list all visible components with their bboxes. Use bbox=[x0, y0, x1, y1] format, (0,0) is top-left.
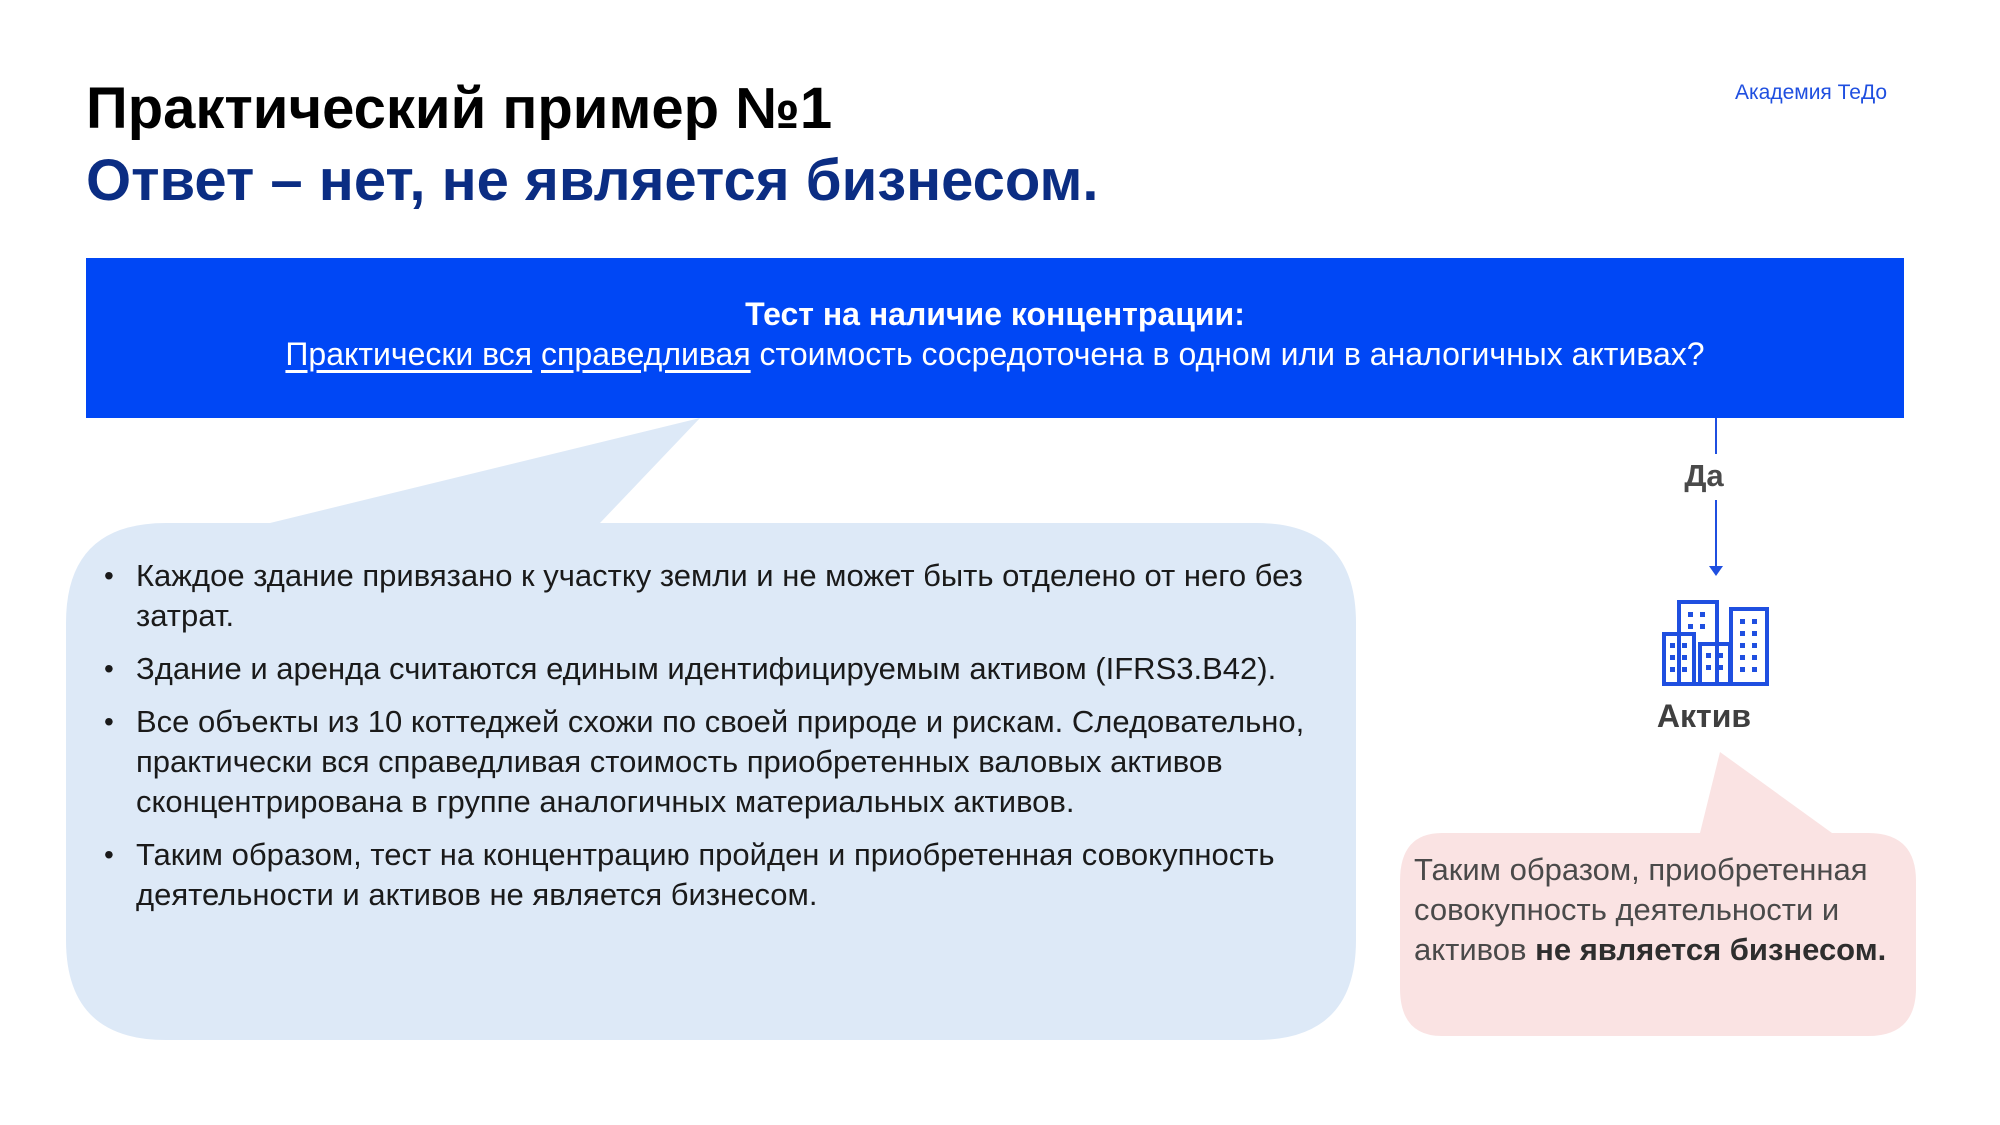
concentration-test-banner bbox=[86, 258, 1904, 418]
list-item: • Каждое здание привязано к участку земли и не может быть отделено от него без затрат. bbox=[96, 556, 1326, 636]
banner-question bbox=[86, 338, 1904, 370]
buildings-icon bbox=[1664, 602, 1767, 684]
conclusion-text bbox=[1414, 850, 1894, 970]
arrow-head bbox=[1709, 566, 1723, 576]
list-item: • Все объекты из 10 коттеджей схожи по своей природе и рискам. Следовательно, практически вся справедливая стоимость приобретенных валовых активов сконцентрирована в группе аналогичных материальных активов. bbox=[96, 702, 1326, 822]
list-item: • Таким образом, тест на концентрацию пройден и приобретенная совокупность деятельности и активов не является бизнесом. bbox=[96, 835, 1326, 915]
conclusion-bold: не является бизнесом. bbox=[1535, 932, 1887, 967]
banner-question-underlined-1: Практически вся bbox=[285, 336, 533, 372]
banner-heading: Тест на наличие концентрации: bbox=[745, 296, 1245, 332]
yes-label: Да bbox=[1684, 458, 1724, 493]
list-item: • Здание и аренда считаются единым идентифицируемым активом (IFRS3.B42). bbox=[96, 649, 1326, 689]
asset-label: Актив bbox=[1656, 698, 1752, 734]
conclusion-main: Таким образом, приобретенная совокупность деятельности и активов bbox=[1414, 852, 1868, 967]
brand-label: Академия ТеДо bbox=[1735, 81, 1888, 104]
banner-question-rest: стоимость сосредоточена в одном или в аналогичных активах? bbox=[759, 336, 1705, 372]
page-subtitle: Ответ – нет, не является бизнесом. bbox=[86, 148, 1099, 213]
page-title: Практический пример №1 bbox=[86, 76, 833, 141]
reasoning-list bbox=[96, 556, 1326, 928]
banner-question-underlined-2: справедливая bbox=[541, 336, 751, 372]
